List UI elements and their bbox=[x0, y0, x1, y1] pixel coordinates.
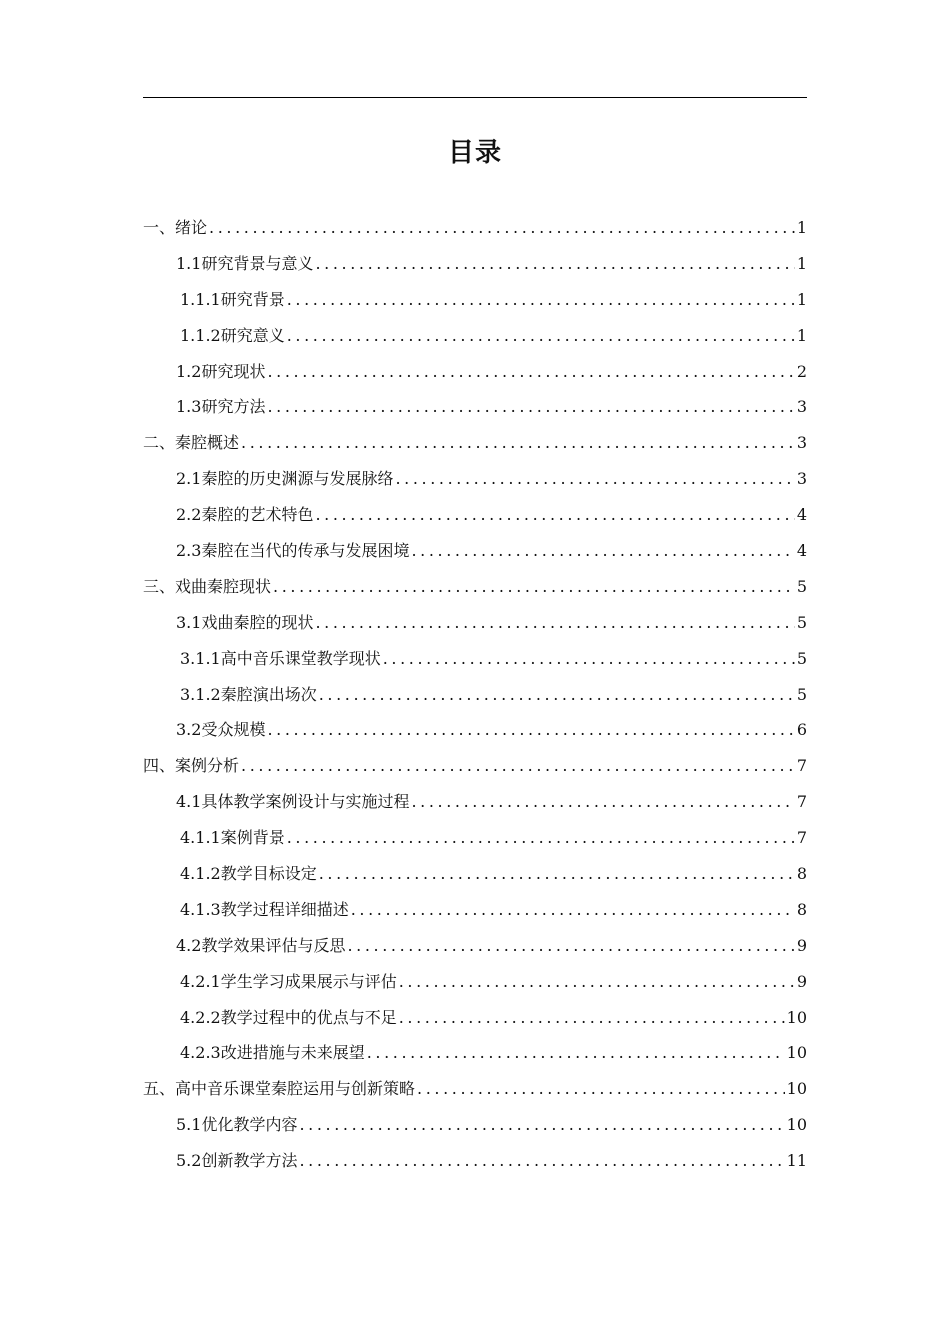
toc-entry-page: 3 bbox=[796, 397, 807, 417]
toc-entry-page: 1 bbox=[796, 325, 807, 345]
toc-dot-leader bbox=[383, 641, 795, 677]
toc-entry[interactable] bbox=[143, 569, 807, 605]
toc-entry[interactable] bbox=[143, 712, 807, 748]
toc-entry-page: 10 bbox=[786, 1043, 807, 1063]
toc-dot-leader bbox=[287, 282, 795, 318]
toc-entry[interactable] bbox=[143, 1143, 807, 1179]
toc-entry-page: 4 bbox=[796, 541, 807, 561]
toc-dot-leader bbox=[273, 569, 795, 605]
toc-entry-label: 2.2秦腔的艺术特色 bbox=[176, 505, 314, 525]
toc-entry-page: 10 bbox=[786, 1115, 807, 1135]
toc-entry[interactable] bbox=[143, 964, 807, 1000]
toc-dot-leader bbox=[267, 712, 794, 748]
toc-entry-label: 5.1优化教学内容 bbox=[176, 1115, 298, 1135]
toc-entry-page: 5 bbox=[796, 648, 807, 668]
toc-entry-label: 3.1.2秦腔演出场次 bbox=[180, 684, 317, 704]
toc-entry[interactable] bbox=[143, 1000, 807, 1036]
toc-entry[interactable] bbox=[143, 533, 807, 569]
toc-entry[interactable] bbox=[143, 641, 807, 677]
toc-dot-leader bbox=[267, 389, 794, 425]
toc-entry-page: 5 bbox=[796, 576, 807, 596]
toc-dot-leader bbox=[315, 605, 794, 641]
toc-entry-label: 4.2.3改进措施与未来展望 bbox=[180, 1043, 365, 1063]
toc-dot-leader bbox=[287, 318, 795, 354]
toc-entry[interactable] bbox=[143, 318, 807, 354]
toc-entry-page: 1 bbox=[796, 218, 807, 237]
toc-entry-label: 三、戏曲秦腔现状 bbox=[143, 576, 272, 596]
toc-entry[interactable] bbox=[143, 784, 807, 820]
toc-entry[interactable] bbox=[143, 820, 807, 856]
toc-dot-leader bbox=[299, 1143, 784, 1179]
toc-entry-label: 2.1秦腔的历史渊源与发展脉络 bbox=[176, 469, 394, 489]
toc-entry-page: 6 bbox=[796, 720, 807, 740]
toc-entry-label: 二、秦腔概述 bbox=[143, 433, 240, 453]
toc-entry-page: 1 bbox=[796, 289, 807, 309]
toc-entry-page: 10 bbox=[786, 1007, 807, 1027]
toc-entry-label: 2.3秦腔在当代的传承与发展困境 bbox=[176, 541, 410, 561]
toc-dot-leader bbox=[241, 748, 795, 784]
toc-entry-page: 4 bbox=[796, 505, 807, 525]
toc-entry-label: 1.1.1研究背景 bbox=[180, 289, 285, 309]
toc-entry-label: 4.1.2教学目标设定 bbox=[180, 864, 317, 884]
toc-entry-label: 一、绪论 bbox=[143, 218, 208, 237]
toc-entry[interactable] bbox=[143, 389, 807, 425]
toc-dot-leader bbox=[395, 461, 794, 497]
toc-dot-leader bbox=[367, 1035, 785, 1071]
toc-dot-leader bbox=[319, 677, 795, 713]
toc-entry[interactable] bbox=[143, 892, 807, 928]
toc-dot-leader bbox=[417, 1071, 785, 1107]
toc-entry-page: 10 bbox=[786, 1079, 807, 1099]
toc-entry-label: 四、案例分析 bbox=[143, 756, 240, 776]
toc-entry-label: 4.1.1案例背景 bbox=[180, 828, 285, 848]
toc-entry[interactable] bbox=[143, 605, 807, 641]
toc-entry-label: 1.3研究方法 bbox=[176, 397, 266, 417]
toc-dot-leader bbox=[241, 425, 795, 461]
header-rule bbox=[143, 97, 807, 98]
toc-entry-label: 4.2教学效果评估与反思 bbox=[176, 935, 346, 955]
toc-entry-label: 1.1.2研究意义 bbox=[180, 325, 285, 345]
toc-dot-leader bbox=[399, 964, 795, 1000]
toc-entry-label: 3.1.1高中音乐课堂教学现状 bbox=[180, 648, 381, 668]
toc-dot-leader bbox=[299, 1107, 784, 1143]
toc-entry[interactable] bbox=[143, 354, 807, 390]
toc-entry-label: 4.2.1学生学习成果展示与评估 bbox=[180, 971, 397, 991]
toc-entry[interactable] bbox=[143, 928, 807, 964]
toc-entry-page: 9 bbox=[796, 935, 807, 955]
toc-entry[interactable] bbox=[143, 748, 807, 784]
toc-dot-leader bbox=[411, 533, 794, 569]
toc-entry-page: 5 bbox=[796, 684, 807, 704]
toc-dot-leader bbox=[209, 210, 795, 246]
toc-dot-leader bbox=[267, 354, 794, 390]
toc-entry-page: 5 bbox=[796, 612, 807, 632]
toc-entry[interactable] bbox=[143, 1107, 807, 1143]
toc-dot-leader bbox=[351, 892, 795, 928]
toc-entry-page: 9 bbox=[796, 971, 807, 991]
toc-dot-leader bbox=[411, 784, 794, 820]
toc-entry[interactable] bbox=[143, 210, 807, 246]
toc-entry-page: 11 bbox=[786, 1151, 807, 1171]
toc-entry[interactable] bbox=[143, 246, 807, 282]
toc-entry[interactable] bbox=[143, 677, 807, 713]
toc-entry-page: 8 bbox=[796, 864, 807, 884]
toc-entry-label: 4.1具体教学案例设计与实施过程 bbox=[176, 792, 410, 812]
toc-entry[interactable] bbox=[143, 856, 807, 892]
toc-entry-label: 1.2研究现状 bbox=[176, 361, 266, 381]
toc-entry-page: 3 bbox=[796, 433, 807, 453]
toc-entry[interactable] bbox=[143, 1035, 807, 1071]
toc-entry-label: 4.2.2教学过程中的优点与不足 bbox=[180, 1007, 397, 1027]
toc-dot-leader bbox=[315, 497, 794, 533]
table-of-contents bbox=[143, 210, 807, 1179]
toc-entry-page: 7 bbox=[796, 792, 807, 812]
toc-entry-page: 7 bbox=[796, 756, 807, 776]
toc-entry[interactable] bbox=[143, 497, 807, 533]
toc-entry-label: 3.2受众规模 bbox=[176, 720, 266, 740]
toc-entry-label: 五、高中音乐课堂秦腔运用与创新策略 bbox=[143, 1079, 416, 1099]
toc-entry[interactable] bbox=[143, 461, 807, 497]
toc-entry[interactable] bbox=[143, 282, 807, 318]
toc-dot-leader bbox=[399, 1000, 785, 1036]
toc-entry-label: 3.1戏曲秦腔的现状 bbox=[176, 612, 314, 632]
toc-dot-leader bbox=[319, 856, 795, 892]
toc-entry-label: 5.2创新教学方法 bbox=[176, 1151, 298, 1171]
toc-entry-page: 7 bbox=[796, 828, 807, 848]
page-title: 目录 bbox=[447, 138, 502, 168]
toc-entry[interactable] bbox=[143, 1071, 807, 1107]
toc-entry-page: 2 bbox=[796, 361, 807, 381]
toc-entry-label: 4.1.3教学过程详细描述 bbox=[180, 899, 349, 919]
toc-entry[interactable] bbox=[143, 425, 807, 461]
toc-entry-page: 8 bbox=[796, 899, 807, 919]
toc-dot-leader bbox=[287, 820, 795, 856]
toc-dot-leader bbox=[315, 246, 794, 282]
toc-entry-label: 1.1研究背景与意义 bbox=[176, 253, 314, 273]
toc-dot-leader bbox=[347, 928, 794, 964]
toc-entry-page: 1 bbox=[796, 253, 807, 273]
toc-entry-page: 3 bbox=[796, 469, 807, 489]
